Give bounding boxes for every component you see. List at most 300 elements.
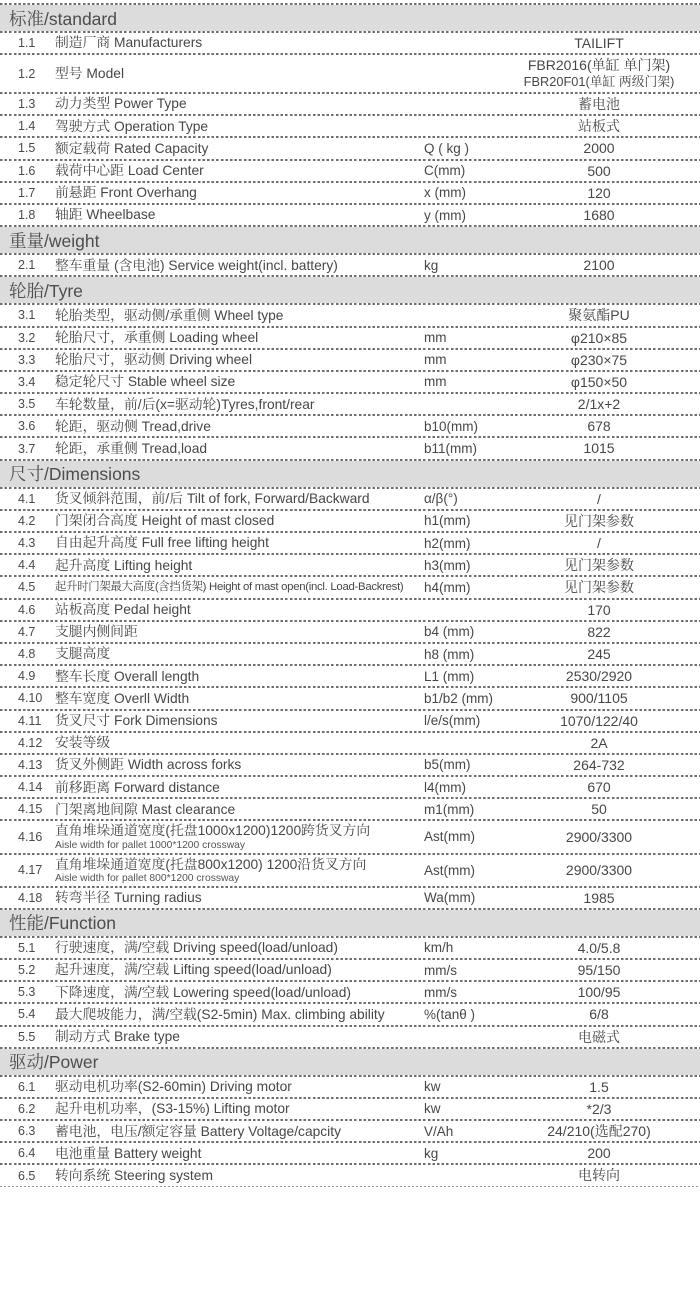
row-value	[504, 534, 694, 552]
row-value	[504, 373, 694, 391]
row-label-group	[55, 1167, 424, 1184]
row-value-line: 500	[587, 162, 611, 179]
row-label: 起升时门架最大高度(含挡货架) Height of mast open(incl. Load-Backrest)	[55, 581, 404, 594]
row-value-line: φ230×75	[570, 351, 628, 368]
row-label: 货叉倾斜范围，前/后 Tilt of fork, Forward/Backward	[55, 491, 370, 507]
spec-row	[0, 305, 700, 325]
row-label-group	[55, 734, 424, 751]
row-label: 制造厂商 Manufacturers	[55, 35, 203, 51]
row-label-group	[55, 856, 424, 885]
row-label: 型号 Model	[55, 65, 125, 81]
row-value	[504, 34, 694, 52]
row-unit: h8 (mm)	[424, 646, 475, 662]
row-number: 4.7	[18, 624, 36, 639]
row-value	[504, 861, 694, 879]
row-number: 6.1	[18, 1079, 36, 1094]
row-value	[504, 712, 694, 730]
row-number: 4.10	[18, 691, 43, 706]
row-label: 起升高度 Lifting height	[55, 557, 193, 573]
row-value-line: 1.5	[589, 1078, 609, 1095]
row-value	[504, 756, 694, 774]
row-label: 安装等级	[55, 735, 111, 751]
row-label-group	[55, 396, 424, 413]
row-number: 1.3	[18, 97, 36, 112]
row-unit: kw	[424, 1101, 441, 1117]
row-label-group	[55, 889, 424, 906]
row-label-group	[55, 1123, 424, 1140]
row-number: 5.4	[18, 1007, 36, 1022]
row-label-group	[55, 140, 424, 157]
row-value-line: /	[597, 535, 601, 551]
row-unit: km/h	[424, 940, 454, 956]
row-label-group	[55, 623, 424, 640]
row-value	[504, 184, 694, 202]
row-value-line: φ210×85	[570, 329, 628, 346]
row-label-group	[55, 162, 424, 179]
row-value-line: 24/210(选配270)	[547, 1123, 651, 1140]
spec-row	[0, 888, 700, 908]
row-number: 4.14	[18, 780, 43, 795]
row-label-group	[55, 1078, 424, 1095]
row-value	[504, 1028, 694, 1046]
row-unit: %(tanθ )	[424, 1006, 476, 1022]
row-label-group	[55, 984, 424, 1001]
row-unit: Ast(mm)	[424, 829, 475, 845]
row-value	[504, 162, 694, 180]
row-value-line: 822	[587, 623, 611, 640]
row-value-line: 1015	[583, 440, 615, 457]
spec-row	[0, 666, 700, 686]
row-label-group	[55, 779, 424, 796]
section-header	[0, 227, 700, 253]
row-label-group	[55, 961, 424, 978]
spec-row	[0, 372, 700, 392]
row-value-line: 2A	[590, 734, 608, 751]
row-value	[504, 139, 694, 157]
row-value	[504, 95, 694, 113]
row-number: 3.3	[18, 352, 36, 367]
row-value	[504, 351, 694, 369]
row-value	[504, 1166, 694, 1184]
row-label-group	[55, 712, 424, 729]
row-label: 轴距 Wheelbase	[55, 207, 156, 223]
row-divider	[0, 1186, 700, 1188]
row-number: 4.2	[18, 513, 36, 528]
row-value-line: 4.0/5.8	[577, 939, 621, 956]
spec-row	[0, 555, 700, 575]
row-label: 轮胎类型，驱动侧/承重侧 Wheel type	[55, 307, 284, 323]
row-value-line: FBR20F01(单缸 两级门架)	[523, 74, 675, 90]
row-label: 制动方式 Brake type	[55, 1028, 180, 1044]
row-number: 3.2	[18, 330, 36, 345]
section-title: 标准/standard	[9, 8, 117, 29]
spec-row	[0, 205, 700, 225]
section-header	[0, 5, 700, 31]
row-label: 整车长度 Overall length	[55, 668, 200, 684]
row-value	[504, 939, 694, 957]
row-value	[504, 1122, 694, 1140]
row-unit: Q ( kg )	[424, 140, 470, 156]
spec-row	[0, 755, 700, 775]
row-value-line: 1070/122/40	[560, 712, 638, 729]
row-value	[504, 206, 694, 224]
row-number: 3.6	[18, 419, 36, 434]
row-value-line: 2/1x+2	[577, 396, 621, 413]
row-label: 起升速度，满/空载 Lifting speed(load/unload)	[55, 962, 332, 978]
row-value	[504, 56, 694, 91]
row-unit: l/e/s(mm)	[424, 713, 481, 729]
row-value	[504, 306, 694, 324]
row-number: 4.5	[18, 580, 36, 595]
row-label-group	[55, 351, 424, 368]
row-value	[504, 512, 694, 530]
row-number: 4.6	[18, 602, 36, 617]
row-value-line: 电转向	[578, 1167, 620, 1184]
row-value-line: 200	[587, 1145, 611, 1162]
row-label: 轮胎尺寸，承重侧 Loading wheel	[55, 329, 259, 345]
row-label: 额定载荷 Rated Capacity	[55, 140, 209, 156]
row-label-group	[55, 690, 424, 707]
spec-row	[0, 1143, 700, 1163]
spec-row	[0, 350, 700, 370]
row-unit: l4(mm)	[424, 779, 466, 795]
row-value-line: 50	[591, 801, 607, 818]
row-number: 1.8	[18, 208, 36, 223]
row-label-group	[55, 645, 424, 662]
spec-row	[0, 577, 700, 597]
section-title: 重量/weight	[9, 230, 100, 251]
row-label: 动力类型 Power Type	[55, 96, 187, 112]
row-label-group	[55, 34, 424, 51]
row-value-line: 见门架参数	[564, 512, 634, 529]
row-sublabel: Aisle width for pallet 800*1200 crossway	[55, 872, 240, 884]
row-number: 4.13	[18, 757, 43, 772]
row-label: 驾驶方式 Operation Type	[55, 118, 209, 134]
row-unit: mm/s	[424, 962, 457, 978]
row-value-line: 2100	[583, 257, 615, 274]
row-label-group	[55, 756, 424, 773]
row-number: 3.1	[18, 308, 36, 323]
row-label: 整车宽度 Overll Width	[55, 690, 190, 706]
spec-row	[0, 1099, 700, 1119]
row-value-line: 670	[587, 779, 611, 796]
row-value	[504, 439, 694, 457]
row-number: 5.3	[18, 985, 36, 1000]
spec-row	[0, 489, 700, 509]
row-label: 转向系统 Steering system	[55, 1167, 213, 1183]
row-value	[504, 1078, 694, 1096]
row-value	[504, 490, 694, 508]
row-value-line: 2530/2920	[565, 668, 633, 685]
row-unit: x (mm)	[424, 185, 466, 201]
row-label: 驱动电机功率(S2-60min) Driving motor	[55, 1079, 292, 1095]
spec-row	[0, 644, 700, 664]
row-value	[504, 417, 694, 435]
row-number: 4.8	[18, 647, 36, 662]
row-unit: mm	[424, 374, 447, 390]
row-unit: h3(mm)	[424, 557, 471, 573]
row-number: 4.17	[18, 863, 43, 878]
spec-row	[0, 1165, 700, 1185]
spec-row	[0, 161, 700, 181]
row-number: 4.11	[18, 713, 42, 728]
spec-row	[0, 600, 700, 620]
row-unit: kg	[424, 257, 439, 273]
row-label-group	[55, 1145, 424, 1162]
row-value	[504, 623, 694, 641]
row-unit: kw	[424, 1079, 441, 1095]
row-number: 4.9	[18, 669, 36, 684]
row-label: 最大爬坡能力，满/空载(S2-5min) Max. climbing ability	[55, 1006, 385, 1022]
row-number: 2.1	[18, 258, 36, 273]
spec-row	[0, 960, 700, 980]
row-label: 下降速度，满/空载 Lowering speed(load/unload)	[55, 984, 351, 1000]
row-unit: b5(mm)	[424, 757, 471, 773]
section-title: 尺寸/Dimensions	[9, 464, 141, 485]
row-value-line: 95/150	[577, 961, 621, 978]
section-title: 驱动/Power	[9, 1052, 99, 1073]
row-value-line: 2900/3300	[565, 861, 633, 878]
row-value	[504, 961, 694, 979]
row-unit: Wa(mm)	[424, 890, 476, 906]
row-value-line: 6/8	[589, 1006, 609, 1023]
row-value-line: 聚氨酯PU	[568, 307, 630, 324]
section-title: 性能/Function	[9, 913, 116, 934]
spec-row	[0, 394, 700, 414]
row-label-group	[55, 1100, 424, 1117]
row-value-line: 见门架参数	[564, 557, 634, 574]
row-number: 4.12	[18, 735, 43, 750]
row-value-line: 电磁式	[578, 1028, 620, 1045]
spec-row	[0, 982, 700, 1002]
row-value-line: 见门架参数	[564, 579, 634, 596]
row-unit: mm	[424, 352, 447, 368]
row-value	[504, 256, 694, 274]
spec-row	[0, 328, 700, 348]
row-label-group	[55, 1028, 424, 1045]
row-number: 5.2	[18, 963, 36, 978]
row-label: 轮胎尺寸，驱动侧 Driving wheel	[55, 352, 253, 368]
spec-row	[0, 533, 700, 553]
row-number: 1.6	[18, 163, 36, 178]
row-value-line: 2900/3300	[565, 828, 633, 845]
spec-row	[0, 438, 700, 458]
row-label-group	[55, 184, 424, 201]
spec-row	[0, 138, 700, 158]
spec-row	[0, 622, 700, 642]
row-label: 货叉外侧距 Width across forks	[55, 757, 242, 773]
row-number: 4.18	[18, 890, 43, 905]
row-unit: V/Ah	[424, 1123, 454, 1139]
row-number: 3.4	[18, 374, 36, 389]
section-title: 轮胎/Tyre	[9, 280, 83, 301]
row-label: 前移距离 Forward distance	[55, 779, 220, 795]
row-label-group	[55, 329, 424, 346]
row-label: 电池重量 Battery weight	[55, 1145, 202, 1161]
row-unit: mm/s	[424, 984, 457, 1000]
row-label: 支腿高度	[55, 646, 111, 662]
row-number: 1.4	[18, 119, 36, 134]
row-label: 蓄电池，电压/额定容量 Battery Voltage/capcity	[55, 1123, 341, 1139]
row-label: 前悬距 Front Overhang	[55, 185, 197, 201]
row-value-line: TAILIFT	[574, 35, 624, 51]
row-unit: α/β(°)	[424, 491, 458, 507]
row-unit: b4 (mm)	[424, 624, 475, 640]
row-label-group	[55, 534, 424, 551]
spec-row	[0, 938, 700, 958]
row-value	[504, 734, 694, 752]
row-value	[504, 667, 694, 685]
row-label-group	[55, 1006, 424, 1023]
row-value	[504, 329, 694, 347]
spec-row	[0, 94, 700, 114]
row-value-line: 1985	[583, 889, 615, 906]
row-number: 3.5	[18, 397, 36, 412]
row-unit: h2(mm)	[424, 535, 471, 551]
spec-row	[0, 116, 700, 136]
section-header	[0, 1049, 700, 1075]
row-label: 直角堆垛通道宽度(托盘800x1200) 1200沿货叉方向	[55, 856, 367, 872]
row-unit: m1(mm)	[424, 801, 475, 817]
row-unit: b10(mm)	[424, 418, 479, 434]
row-value-line: 站板式	[578, 118, 620, 135]
spec-row	[0, 416, 700, 436]
row-unit: b11(mm)	[424, 441, 478, 457]
section-header	[0, 277, 700, 303]
row-number: 5.1	[18, 940, 36, 955]
spec-row	[0, 777, 700, 797]
row-label-group	[55, 307, 424, 324]
row-value	[504, 828, 694, 846]
row-value	[504, 778, 694, 796]
row-label: 轮距，承重侧 Tread,load	[55, 440, 208, 456]
spec-row	[0, 855, 700, 886]
row-value	[504, 556, 694, 574]
row-unit: h4(mm)	[424, 579, 471, 595]
spec-row	[0, 1027, 700, 1047]
row-value	[504, 1100, 694, 1118]
row-number: 4.1	[18, 491, 36, 506]
row-value-line: 1680	[583, 206, 615, 223]
row-sublabel: Aisle width for pallet 1000*1200 crossway	[55, 839, 246, 851]
row-label-group	[55, 580, 424, 594]
row-label-group	[55, 822, 424, 851]
row-value	[504, 1005, 694, 1023]
row-label: 货叉尺寸 Fork Dimensions	[55, 712, 218, 728]
row-value-line: 900/1105	[570, 690, 628, 707]
row-label-group	[55, 257, 424, 274]
row-number: 6.3	[18, 1124, 36, 1139]
spec-row	[0, 55, 700, 92]
row-unit: y (mm)	[424, 207, 466, 223]
section-header	[0, 910, 700, 936]
row-label-group	[55, 668, 424, 685]
row-unit: h1(mm)	[424, 513, 471, 529]
row-label: 稳定轮尺寸 Stable wheel size	[55, 374, 236, 390]
row-unit: b1/b2 (mm)	[424, 690, 494, 706]
row-label-group	[55, 801, 424, 818]
row-label: 直角堆垛通道宽度(托盘1000x1200)1200跨货叉方向	[55, 823, 371, 839]
row-number: 5.5	[18, 1029, 36, 1044]
spec-row	[0, 733, 700, 753]
row-number: 4.4	[18, 558, 36, 573]
spec-row	[0, 821, 700, 852]
row-label: 车轮数量，前/后(x=驱动轮)Tyres,front/rear	[55, 396, 315, 412]
row-label: 轮距，驱动侧 Tread,drive	[55, 418, 211, 434]
row-value	[504, 117, 694, 135]
spec-row	[0, 511, 700, 531]
row-value-line: 2000	[583, 140, 615, 157]
row-number: 1.1	[18, 36, 36, 51]
row-label-group	[55, 490, 424, 507]
section-header	[0, 461, 700, 487]
row-value	[504, 395, 694, 413]
row-value-line: FBR2016(单缸 单门架)	[527, 57, 671, 74]
row-label: 支腿内侧间距	[55, 624, 138, 640]
row-value	[504, 1144, 694, 1162]
row-unit: Ast(mm)	[424, 862, 475, 878]
row-value-line: 170	[587, 601, 611, 618]
row-number: 4.16	[18, 829, 43, 844]
row-value-line: 678	[587, 418, 611, 435]
row-unit: C(mm)	[424, 163, 466, 179]
row-value-line: /	[597, 490, 601, 507]
row-number: 1.5	[18, 141, 36, 156]
row-number: 6.4	[18, 1146, 36, 1161]
row-unit: kg	[424, 1145, 439, 1161]
row-label-group	[55, 512, 424, 529]
row-label: 站板高度 Pedal height	[55, 602, 191, 618]
spec-row	[0, 183, 700, 203]
row-value	[504, 578, 694, 596]
row-label-group	[55, 65, 424, 82]
row-value-line: *2/3	[586, 1100, 612, 1117]
row-number: 6.2	[18, 1101, 36, 1116]
row-label: 自由起升高度 Full free lifting height	[55, 535, 269, 551]
row-label-group	[55, 373, 424, 390]
row-value-line: 264-732	[573, 756, 625, 773]
row-label: 门架离地间隙 Mast clearance	[55, 801, 236, 817]
row-number: 6.5	[18, 1168, 36, 1183]
row-number: 3.7	[18, 441, 36, 456]
row-value-line: φ150×50	[570, 373, 628, 390]
row-number: 1.2	[18, 66, 36, 81]
spec-row	[0, 33, 700, 53]
spec-row	[0, 1121, 700, 1141]
row-label: 门架闭合高度 Height of mast closed	[55, 513, 275, 529]
row-label-group	[55, 601, 424, 618]
row-value	[504, 689, 694, 707]
row-label: 起升电机功率，(S3-15%) Lifting motor	[55, 1101, 290, 1117]
spec-row	[0, 711, 700, 731]
row-label: 转弯半径 Turning radius	[55, 890, 202, 906]
row-value-line: 120	[587, 184, 611, 201]
row-number: 4.15	[18, 802, 43, 817]
row-label: 整车重量 (含电池) Service weight(incl. battery)	[55, 257, 338, 273]
row-label-group	[55, 557, 424, 574]
row-value-line: 245	[587, 645, 611, 662]
row-value	[504, 645, 694, 663]
spec-row	[0, 255, 700, 275]
spec-row	[0, 688, 700, 708]
row-label-group	[55, 95, 424, 112]
spec-row	[0, 799, 700, 819]
row-label-group	[55, 206, 424, 223]
row-label-group	[55, 118, 424, 135]
row-label: 载荷中心距 Load Center	[55, 163, 204, 179]
row-label-group	[55, 440, 424, 457]
row-unit: L1 (mm)	[424, 668, 475, 684]
